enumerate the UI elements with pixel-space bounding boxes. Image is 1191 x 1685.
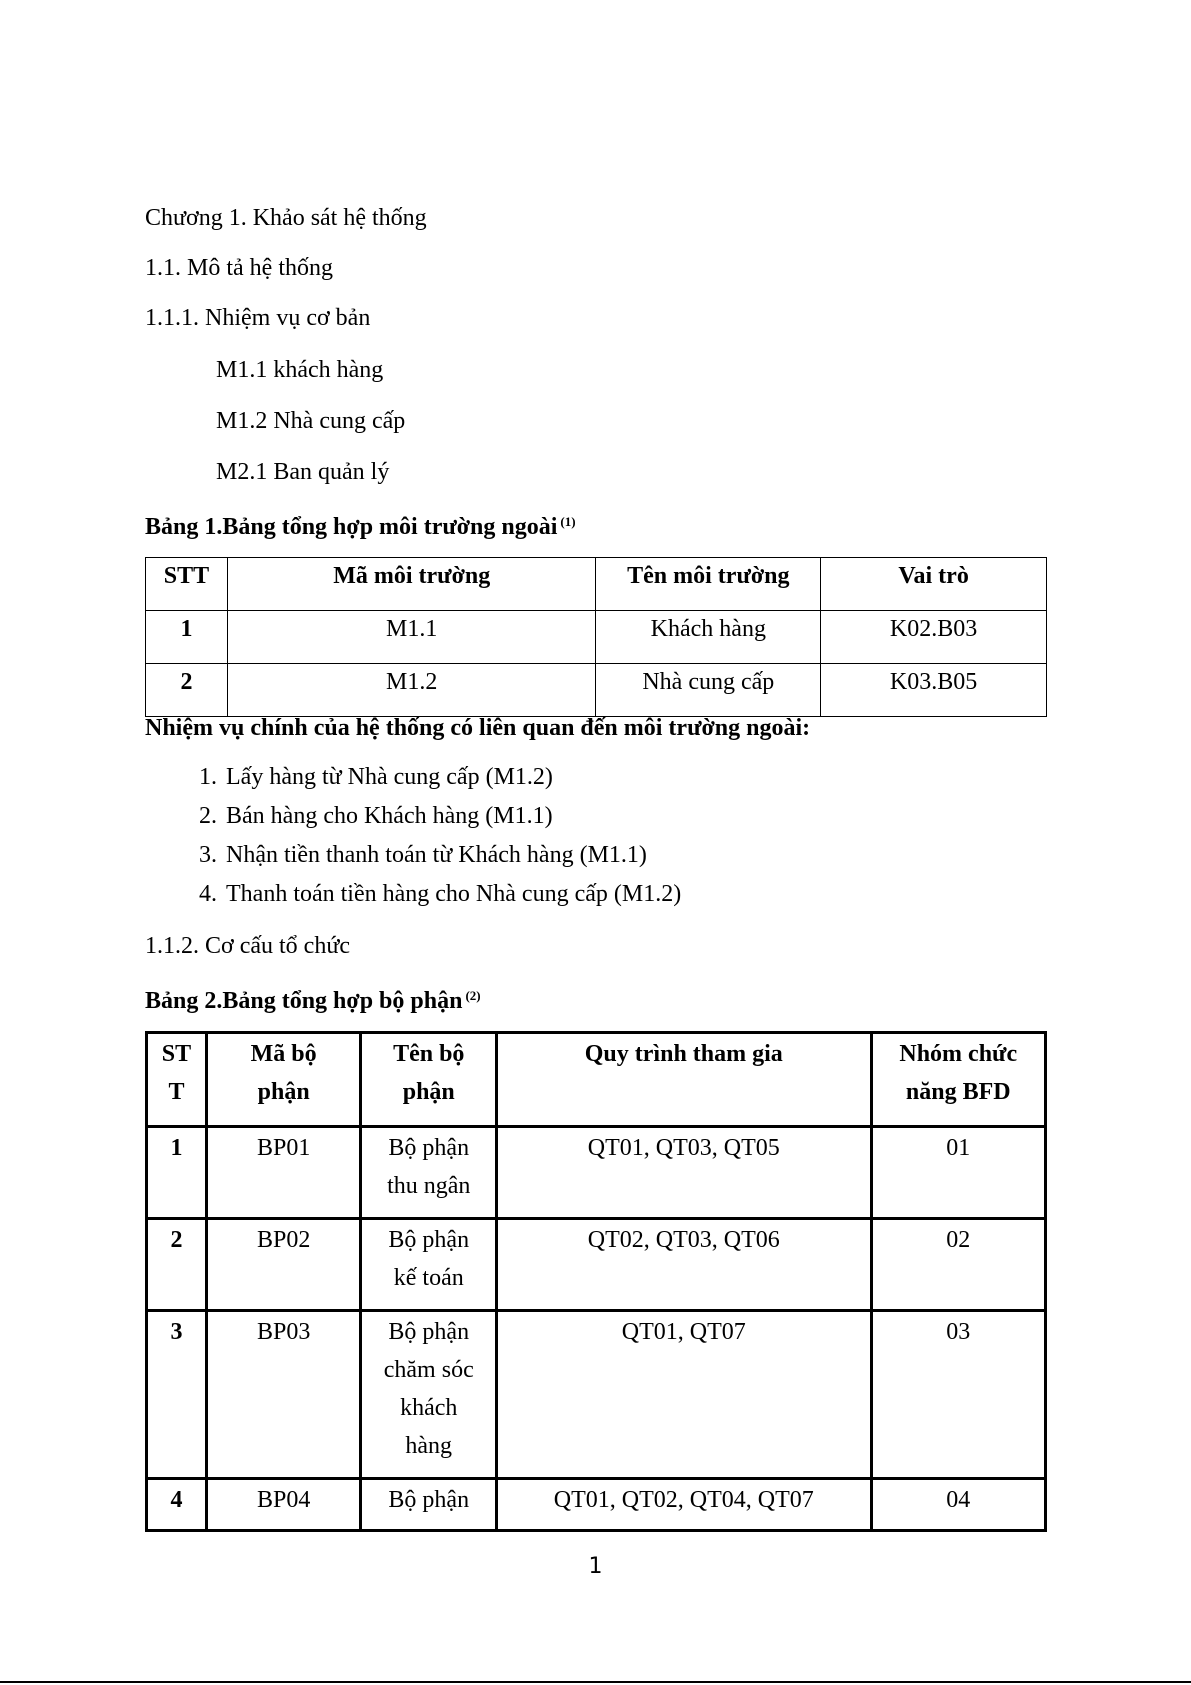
table-cell: QT01, QT03, QT05 bbox=[497, 1127, 871, 1219]
table2-caption-text: Bảng 2.Bảng tổng hợp bộ phận bbox=[145, 988, 463, 1014]
cell-line: hàng bbox=[405, 1433, 453, 1459]
table1-footnote-mark: (1) bbox=[560, 514, 576, 529]
cell-line: chăm sóc bbox=[383, 1357, 474, 1383]
table-cell: 01 bbox=[871, 1127, 1046, 1219]
table-cell: 1 bbox=[147, 1127, 207, 1219]
header-line: Tên bộ bbox=[393, 1041, 465, 1067]
header-line: năng BFD bbox=[905, 1079, 1011, 1105]
table-row bbox=[147, 1127, 1046, 1219]
table-cell: QT01, QT02, QT04, QT07 bbox=[497, 1479, 871, 1531]
table-row bbox=[147, 1311, 1046, 1479]
table-cell: Nhà cung cấp bbox=[596, 664, 821, 717]
department-table bbox=[145, 1031, 1047, 1532]
cell-line: Bộ phận bbox=[388, 1319, 470, 1345]
table-cell: BP03 bbox=[206, 1311, 361, 1479]
column-header bbox=[497, 1033, 871, 1127]
header-line: T bbox=[168, 1079, 185, 1105]
table2-footnote-mark: (2) bbox=[465, 988, 481, 1003]
table-cell: BP01 bbox=[206, 1127, 361, 1219]
table1-caption-text: Bảng 1.Bảng tổng hợp môi trường ngoài bbox=[145, 514, 558, 540]
table-cell bbox=[361, 1127, 497, 1219]
chapter-heading: Chương 1. Khảo sát hệ thống bbox=[145, 205, 427, 231]
column-header: STT bbox=[146, 558, 228, 611]
table-cell bbox=[361, 1219, 497, 1311]
cell-line: Bộ phận bbox=[388, 1135, 470, 1161]
table-cell: 4 bbox=[147, 1479, 207, 1531]
cell-line: thu ngân bbox=[387, 1173, 471, 1199]
list-item-number: 1. bbox=[199, 764, 217, 790]
list-item bbox=[145, 836, 681, 875]
cell-line: Bộ phận bbox=[388, 1487, 470, 1513]
table-cell: 2 bbox=[147, 1219, 207, 1311]
table-cell: BP02 bbox=[206, 1219, 361, 1311]
table-row bbox=[146, 611, 1047, 664]
section-heading-1-1-2: 1.1.2. Cơ cấu tổ chức bbox=[145, 933, 350, 959]
table-cell: K03.B05 bbox=[821, 664, 1047, 717]
table-cell: QT01, QT07 bbox=[497, 1311, 871, 1479]
page-number: 1 bbox=[588, 1554, 603, 1579]
table-cell: 1 bbox=[146, 611, 228, 664]
table-cell: 3 bbox=[147, 1311, 207, 1479]
table1-caption bbox=[145, 507, 576, 542]
header-line: phận bbox=[402, 1079, 455, 1105]
basic-item: M1.2 Nhà cung cấp bbox=[216, 408, 406, 434]
table-cell: 04 bbox=[871, 1479, 1046, 1531]
page-bottom-divider bbox=[0, 1681, 1191, 1683]
cell-line: Bộ phận bbox=[388, 1227, 470, 1253]
column-header bbox=[871, 1033, 1046, 1127]
table-cell: K02.B03 bbox=[821, 611, 1047, 664]
list-item-text: Nhận tiền thanh toán từ Khách hàng (M1.1) bbox=[226, 842, 647, 868]
table-row bbox=[146, 664, 1047, 717]
list-item bbox=[145, 758, 681, 797]
basic-item: M1.1 khách hàng bbox=[216, 357, 384, 383]
table-header-row bbox=[147, 1033, 1046, 1127]
list-item-number: 2. bbox=[199, 803, 217, 829]
section-heading-1-1: 1.1. Mô tả hệ thống bbox=[145, 255, 333, 281]
table-cell: 03 bbox=[871, 1311, 1046, 1479]
column-header: Tên môi trường bbox=[596, 558, 821, 611]
table-cell: M1.1 bbox=[227, 611, 596, 664]
column-header bbox=[361, 1033, 497, 1127]
list-item-text: Lấy hàng từ Nhà cung cấp (M1.2) bbox=[226, 764, 553, 790]
header-line: Mã bộ bbox=[250, 1041, 317, 1067]
table-header-row bbox=[146, 558, 1047, 611]
section-heading-1-1-1: 1.1.1. Nhiệm vụ cơ bản bbox=[145, 305, 371, 331]
cell-line: khách bbox=[400, 1395, 458, 1421]
table-cell: BP04 bbox=[206, 1479, 361, 1531]
list-item bbox=[145, 797, 681, 836]
header-line: Quy trình tham gia bbox=[584, 1041, 783, 1067]
list-item-text: Bán hàng cho Khách hàng (M1.1) bbox=[226, 803, 553, 829]
table-cell: 2 bbox=[146, 664, 228, 717]
table-cell: M1.2 bbox=[227, 664, 596, 717]
column-header: Mã môi trường bbox=[227, 558, 596, 611]
header-line: phận bbox=[257, 1079, 310, 1105]
column-header bbox=[206, 1033, 361, 1127]
table-cell: QT02, QT03, QT06 bbox=[497, 1219, 871, 1311]
list-item-text: Thanh toán tiền hàng cho Nhà cung cấp (M1.2) bbox=[226, 881, 682, 907]
external-environment-table bbox=[145, 557, 1047, 717]
header-line: ST bbox=[161, 1041, 192, 1067]
header-line: Nhóm chức bbox=[899, 1041, 1018, 1067]
table-cell: Khách hàng bbox=[596, 611, 821, 664]
list-item bbox=[145, 875, 681, 914]
table-cell bbox=[361, 1311, 497, 1479]
column-header: Vai trò bbox=[821, 558, 1047, 611]
tasks-heading: Nhiệm vụ chính của hệ thống có liên quan đến môi trường ngoài: bbox=[145, 715, 811, 741]
table-cell: 02 bbox=[871, 1219, 1046, 1311]
cell-line: kế toán bbox=[393, 1265, 464, 1291]
basic-item: M2.1 Ban quản lý bbox=[216, 459, 390, 485]
table2-caption bbox=[145, 981, 481, 1016]
column-header bbox=[147, 1033, 207, 1127]
table-row bbox=[147, 1479, 1046, 1531]
table-cell bbox=[361, 1479, 497, 1531]
list-item-number: 3. bbox=[199, 842, 217, 868]
list-item-number: 4. bbox=[199, 881, 217, 907]
table-row bbox=[147, 1219, 1046, 1311]
tasks-list bbox=[145, 758, 681, 914]
